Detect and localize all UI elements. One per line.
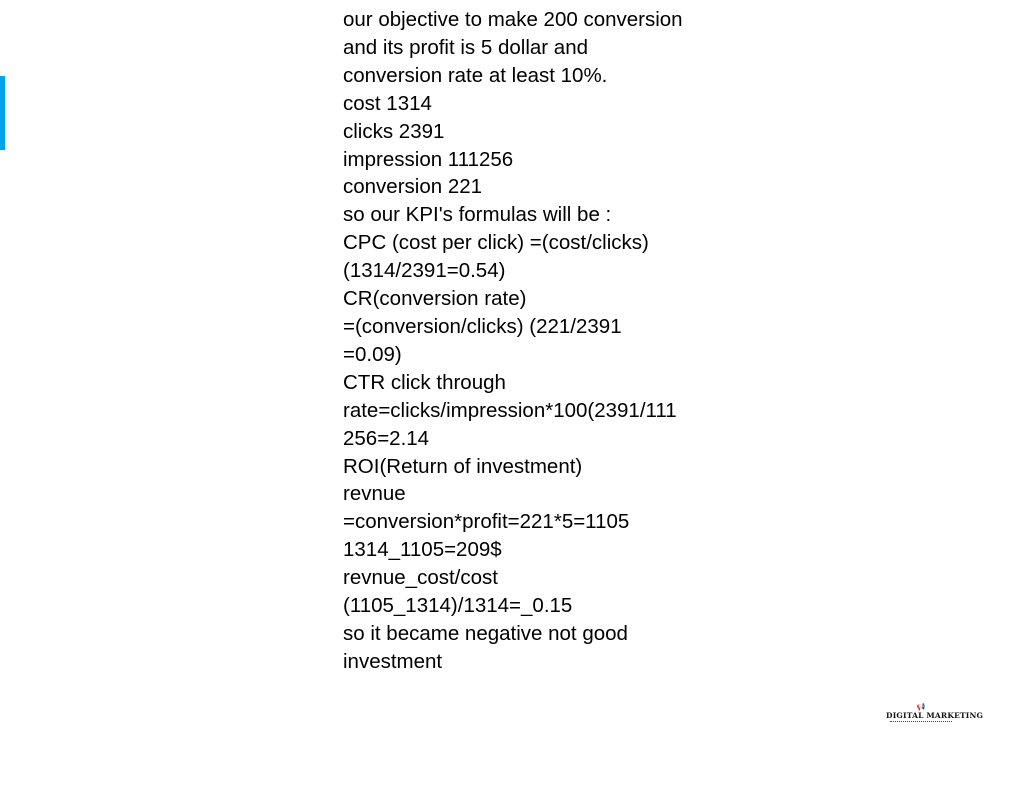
text-line: CR(conversion rate): [343, 287, 527, 311]
kpi-text-block: [343, 6, 763, 676]
text-line: clicks 2391: [343, 119, 445, 143]
text-line: =0.09): [343, 342, 402, 366]
logo-text: DIGITAL MARKETING: [886, 711, 984, 720]
text-line: so it became negative not good: [343, 621, 628, 645]
text-line: conversion 221: [343, 175, 483, 199]
text-line: our objective to make 200 conversion: [343, 8, 683, 31]
megaphone-icon: 📢: [916, 703, 926, 711]
text-line: impression 111256: [343, 147, 514, 171]
text-line: =(conversion/clicks) (221/2391: [343, 314, 622, 338]
text-line: rate=clicks/impression*100(2391/111: [343, 398, 677, 422]
text-line: =conversion*profit=221*5=1105: [343, 510, 630, 534]
text-line: (1314/2391=0.54): [343, 259, 506, 283]
text-line: so our KPI's formulas will be :: [343, 203, 612, 227]
text-line: revnue: [343, 482, 406, 506]
logo-underline: [890, 721, 952, 724]
text-line: conversion rate at least 10%.: [343, 63, 608, 87]
text-line: investment: [343, 649, 443, 673]
text-line: CTR click through: [343, 370, 506, 394]
text-line: 1314_1105=209$: [343, 538, 502, 562]
text-line: (1105_1314)/1314=_0.15: [343, 594, 573, 618]
text-line: CPC (cost per click) =(cost/clicks): [343, 231, 649, 255]
text-line: ROI(Return of investment): [343, 454, 583, 478]
text-line: and its profit is 5 dollar and: [343, 35, 588, 59]
text-line: 256=2.14: [343, 426, 430, 450]
text-line: revnue_cost/cost: [343, 566, 498, 590]
accent-bar: [0, 76, 5, 150]
text-line: cost 1314: [343, 91, 432, 115]
digital-marketing-logo: [886, 703, 984, 727]
